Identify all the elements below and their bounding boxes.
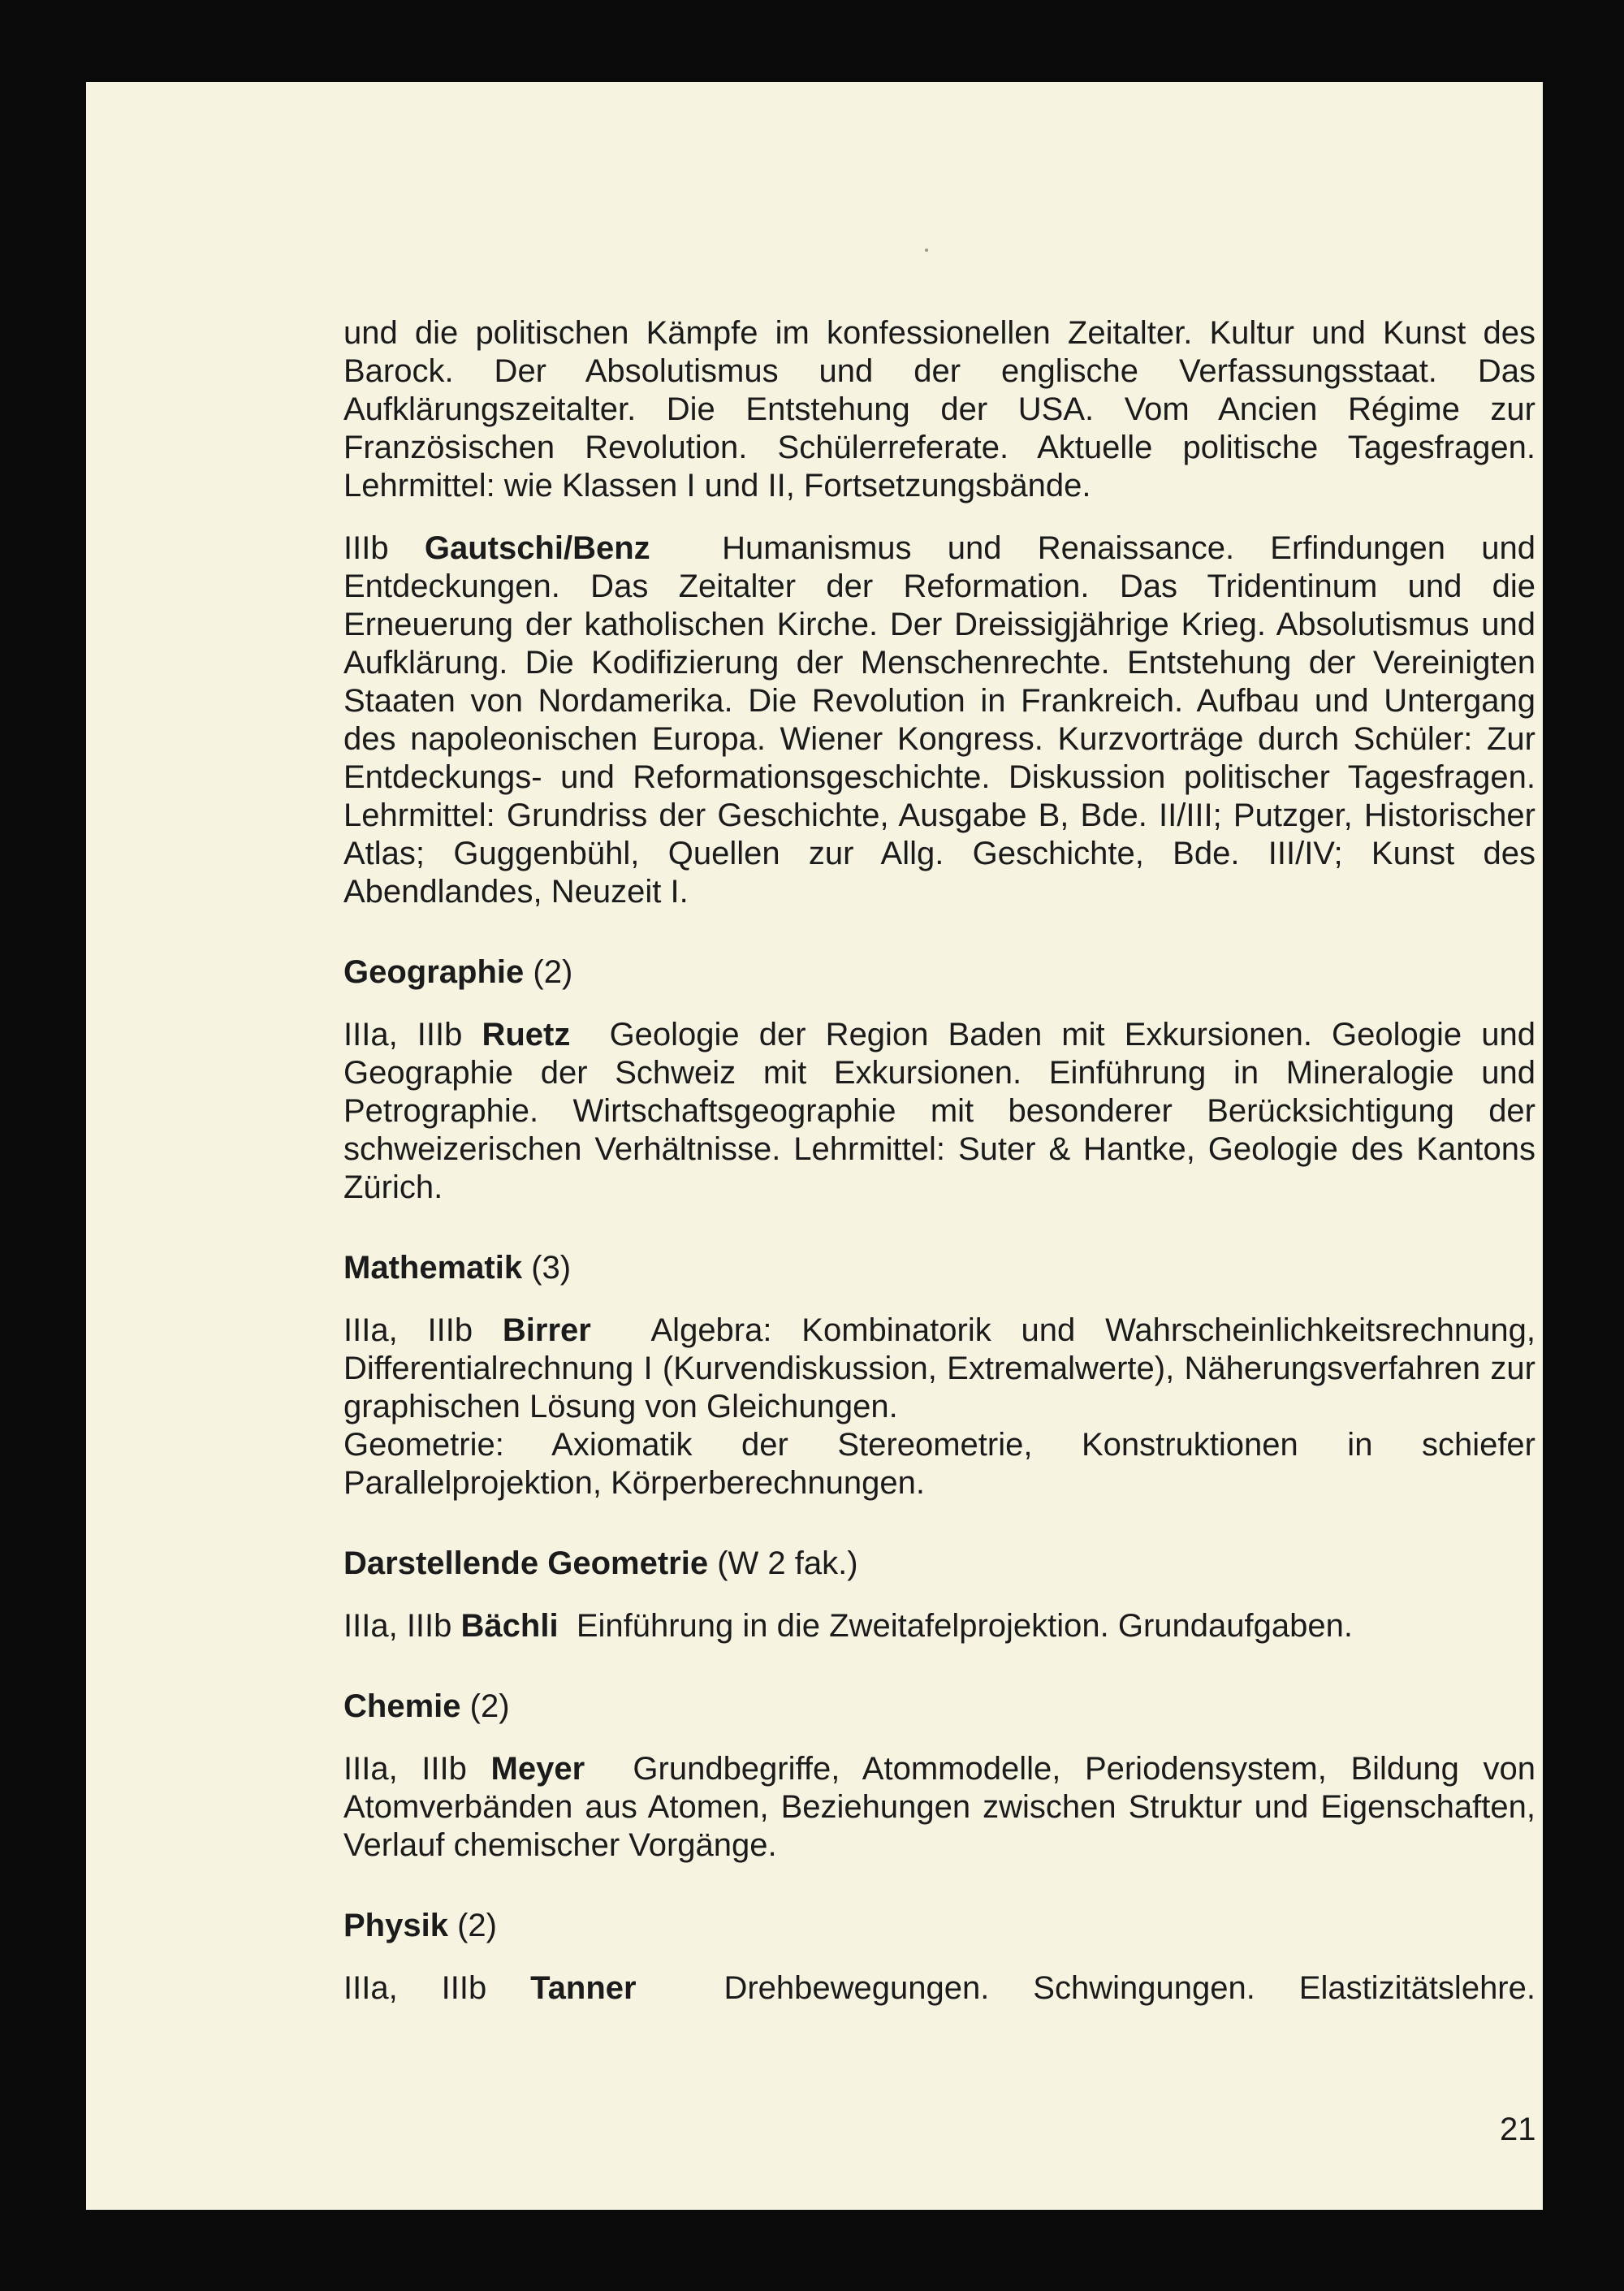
darstellende-classes: IIIa, IIIb xyxy=(343,1608,452,1644)
physik-heading xyxy=(343,1907,1535,1945)
chemie-hours: (2) xyxy=(469,1688,510,1724)
geographie-subject: Geographie xyxy=(343,954,525,990)
chemie-teacher: Meyer xyxy=(490,1751,585,1787)
history-iiib-classes: IIIb xyxy=(343,530,389,566)
geographie-text: Geologie der Region Baden mit Exkursionen. Geologie und Geographie der Schweiz mit Exkursionen. Einführung in Mineralogie und Petrographie. Wirtschaftsgeographie mit besonderer Berücksichtigung der schweizerischen Verhältnisse. Lehrmittel: Suter & Hantke, Geologie des Kantons Zürich. xyxy=(343,1017,1535,1205)
chemie-text: Grundbegriffe, Atommodelle, Periodensystem, Bildung von Atomverbänden aus Atomen, Beziehungen zwischen Struktur und Eigenschaften, Verlauf chemischer Vorgänge. xyxy=(343,1751,1535,1863)
chemie-subject: Chemie xyxy=(343,1688,461,1724)
darstellende-heading xyxy=(343,1545,1535,1583)
paper-speck xyxy=(925,249,928,252)
history-iiib-paragraph xyxy=(343,530,1535,911)
page-number: 21 xyxy=(1500,2112,1536,2147)
physik-paragraph xyxy=(343,1969,1535,2008)
document-page xyxy=(86,82,1543,2210)
history-continuation-paragraph: und die politischen Kämpfe im konfessionellen Zeitalter. Kultur und Kunst des Barock. Der Absolutismus und der englische Verfassungsstaat. Das Aufklärungszeitalter. Die Entstehung der USA. Vom Ancien Régime zur Französischen Revolution. Schülerreferate. Aktuelle politische Tagesfragen. Lehrmittel: wie Klassen I und II, Fortsetzungsbände. xyxy=(343,315,1535,504)
physik-hours: (2) xyxy=(457,1908,497,1943)
geographie-hours: (2) xyxy=(533,954,573,990)
chemie-heading xyxy=(343,1688,1535,1726)
chemie-classes: IIIa, IIIb xyxy=(343,1751,467,1787)
physik-text: Drehbewegungen. Schwingungen. Elastizitätslehre. xyxy=(723,1970,1535,2006)
physik-classes: IIIa, IIIb xyxy=(343,1970,487,2006)
physik-subject: Physik xyxy=(343,1908,448,1943)
mathematik-text: Algebra: Kombinatorik und Wahrscheinlichkeitsrechnung, Differentialrechnung I (Kurvendiskussion, Extremalwerte), Näherungsverfahren zur graphischen Lösung von Gleichungen. xyxy=(343,1312,1535,1424)
mathematik-geometrie-paragraph: Geometrie: Axiomatik der Stereometrie, Konstruktionen in schiefer Parallelprojektion, Körperberechnungen. xyxy=(343,1427,1535,1501)
geographie-paragraph xyxy=(343,1016,1535,1207)
geographie-classes: IIIa, IIIb xyxy=(343,1017,463,1053)
darstellende-subject: Darstellende Geometrie xyxy=(343,1545,709,1581)
geographie-heading xyxy=(343,953,1535,992)
darstellende-hours: (W 2 fak.) xyxy=(717,1545,858,1581)
darstellende-text: Einführung in die Zweitafelprojektion. Grundaufgaben. xyxy=(576,1608,1353,1644)
physik-teacher: Tanner xyxy=(530,1970,637,2006)
mathematik-hours: (3) xyxy=(531,1250,572,1286)
darstellende-teacher: Bächli xyxy=(460,1608,559,1644)
chemie-paragraph xyxy=(343,1750,1535,1865)
mathematik-teacher: Birrer xyxy=(502,1312,591,1348)
mathematik-subject: Mathematik xyxy=(343,1250,523,1286)
history-iiib-text: Humanismus und Renaissance. Erfindungen und Entdeckungen. Das Zeitalter der Reformation. Das Tridentinum und die Erneuerung der katholischen Kirche. Der Dreissigjährige Krieg. Absolutismus und Aufklärung. Die Kodifizierung der Menschenrechte. Entstehung der Vereinigten Staaten von Nordamerika. Die Revolution in Frankreich. Aufbau und Untergang des napoleonischen Europa. Wiener Kongress. Kurzvorträge durch Schüler: Zur Entdeckungs- und Reformationsgeschichte. Diskussion politischer Tagesfragen. Lehrmittel: Grundriss der Geschichte, Ausgabe B, Bde. II/III; Putzger, Historischer Atlas; Guggenbühl, Quellen zur Allg. Geschichte, Bde. III/IV; Kunst des Abendlandes, Neuzeit I. xyxy=(343,530,1535,910)
mathematik-heading xyxy=(343,1249,1535,1287)
page-content xyxy=(343,314,1535,2008)
darstellende-paragraph xyxy=(343,1607,1535,1645)
geographie-teacher: Ruetz xyxy=(482,1017,571,1053)
mathematik-paragraph xyxy=(343,1312,1535,1426)
history-iiib-teacher: Gautschi/Benz xyxy=(424,530,650,566)
mathematik-classes: IIIa, IIIb xyxy=(343,1312,473,1348)
